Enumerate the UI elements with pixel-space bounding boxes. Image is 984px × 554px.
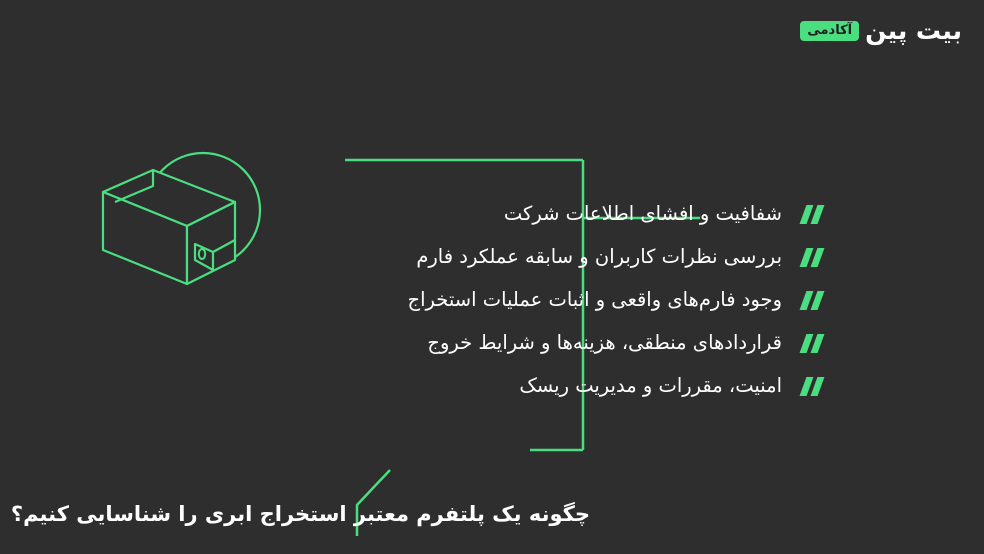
list-item-label: امنیت، مقررات و مدیریت ریسک [519, 373, 782, 397]
list-item [404, 278, 824, 321]
double-chevron-icon [796, 289, 824, 311]
list-item [404, 235, 824, 278]
double-chevron-icon [796, 332, 824, 354]
brand-badge: آکادمی [800, 21, 859, 41]
list-item-label: وجود فارم‌های واقعی و اثبات عملیات استخراج [407, 287, 782, 311]
double-chevron-icon [796, 246, 824, 268]
brand-logo [800, 18, 962, 43]
list-item-label: قرارداد‌های منطقی، هزینه‌ها و شرایط خروج [427, 330, 782, 354]
list-item [404, 321, 824, 364]
list-item [404, 192, 824, 235]
brand-wordmark: بیت پین [865, 16, 962, 45]
wallet-icon [95, 140, 295, 300]
list-item-label: بررسی نظرات کاربران و سابقه عملکرد فارم [416, 244, 782, 268]
double-chevron-icon [796, 375, 824, 397]
list-item-label: شفافیت و افشای اطلاعات شرکت [503, 201, 782, 225]
slide-question: چگونه یک پلتفرم معتبر استخراج ابری را شناسایی کنیم؟ [10, 502, 590, 526]
double-chevron-icon [796, 203, 824, 225]
criteria-list [404, 192, 824, 407]
list-item [404, 364, 824, 407]
